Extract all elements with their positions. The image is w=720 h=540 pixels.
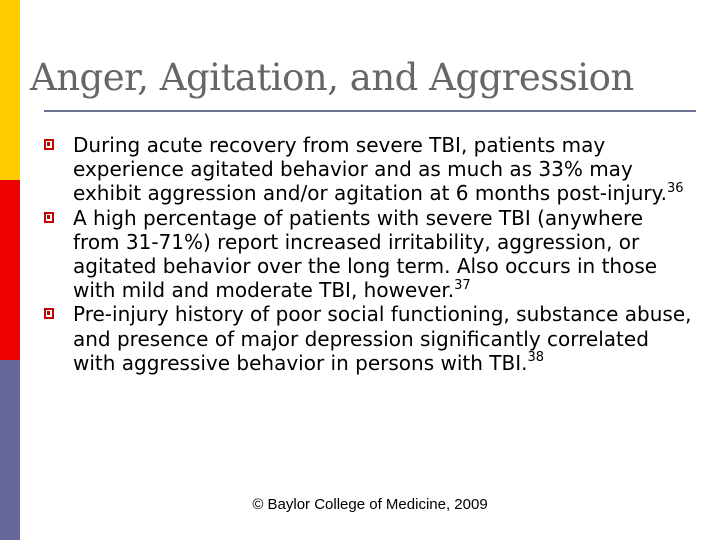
bullet-text: A high percentage of patients with severe TBI (anywhere from 31-71%) report increased irritability, aggression, or agitated behavior over the long term. Also occurs in those with mild and moderate TBI, however. xyxy=(73,205,658,303)
bullet-text: Pre-injury history of poor social functioning, substance abuse, and presence of major depression significantly correlated with aggressive behavior in persons with TBI. xyxy=(73,302,692,375)
copyright-footer: © Baylor College of Medicine, 2009 xyxy=(252,496,488,513)
title-underline xyxy=(44,110,696,112)
bullet-square-icon xyxy=(44,139,54,150)
accent-band-middle xyxy=(0,180,20,360)
reference-number: 37 xyxy=(454,277,471,293)
bullet-list xyxy=(44,133,694,375)
reference-number: 36 xyxy=(667,180,684,196)
bullet-item xyxy=(44,133,694,206)
bullet-item xyxy=(44,302,694,375)
accent-band-bottom xyxy=(0,360,20,540)
bullet-text: During acute recovery from severe TBI, patients may experience agitated behavior and as much as 33% may exhibit aggression and/or agitation at 6 months post-injury. xyxy=(73,133,667,206)
bullet-item xyxy=(44,206,694,303)
bullet-square-icon xyxy=(44,212,54,223)
slide-title: Anger, Agitation, and Aggression xyxy=(30,56,634,99)
bullet-square-icon xyxy=(44,308,54,319)
reference-number: 38 xyxy=(527,350,545,366)
accent-band-top xyxy=(0,0,20,180)
